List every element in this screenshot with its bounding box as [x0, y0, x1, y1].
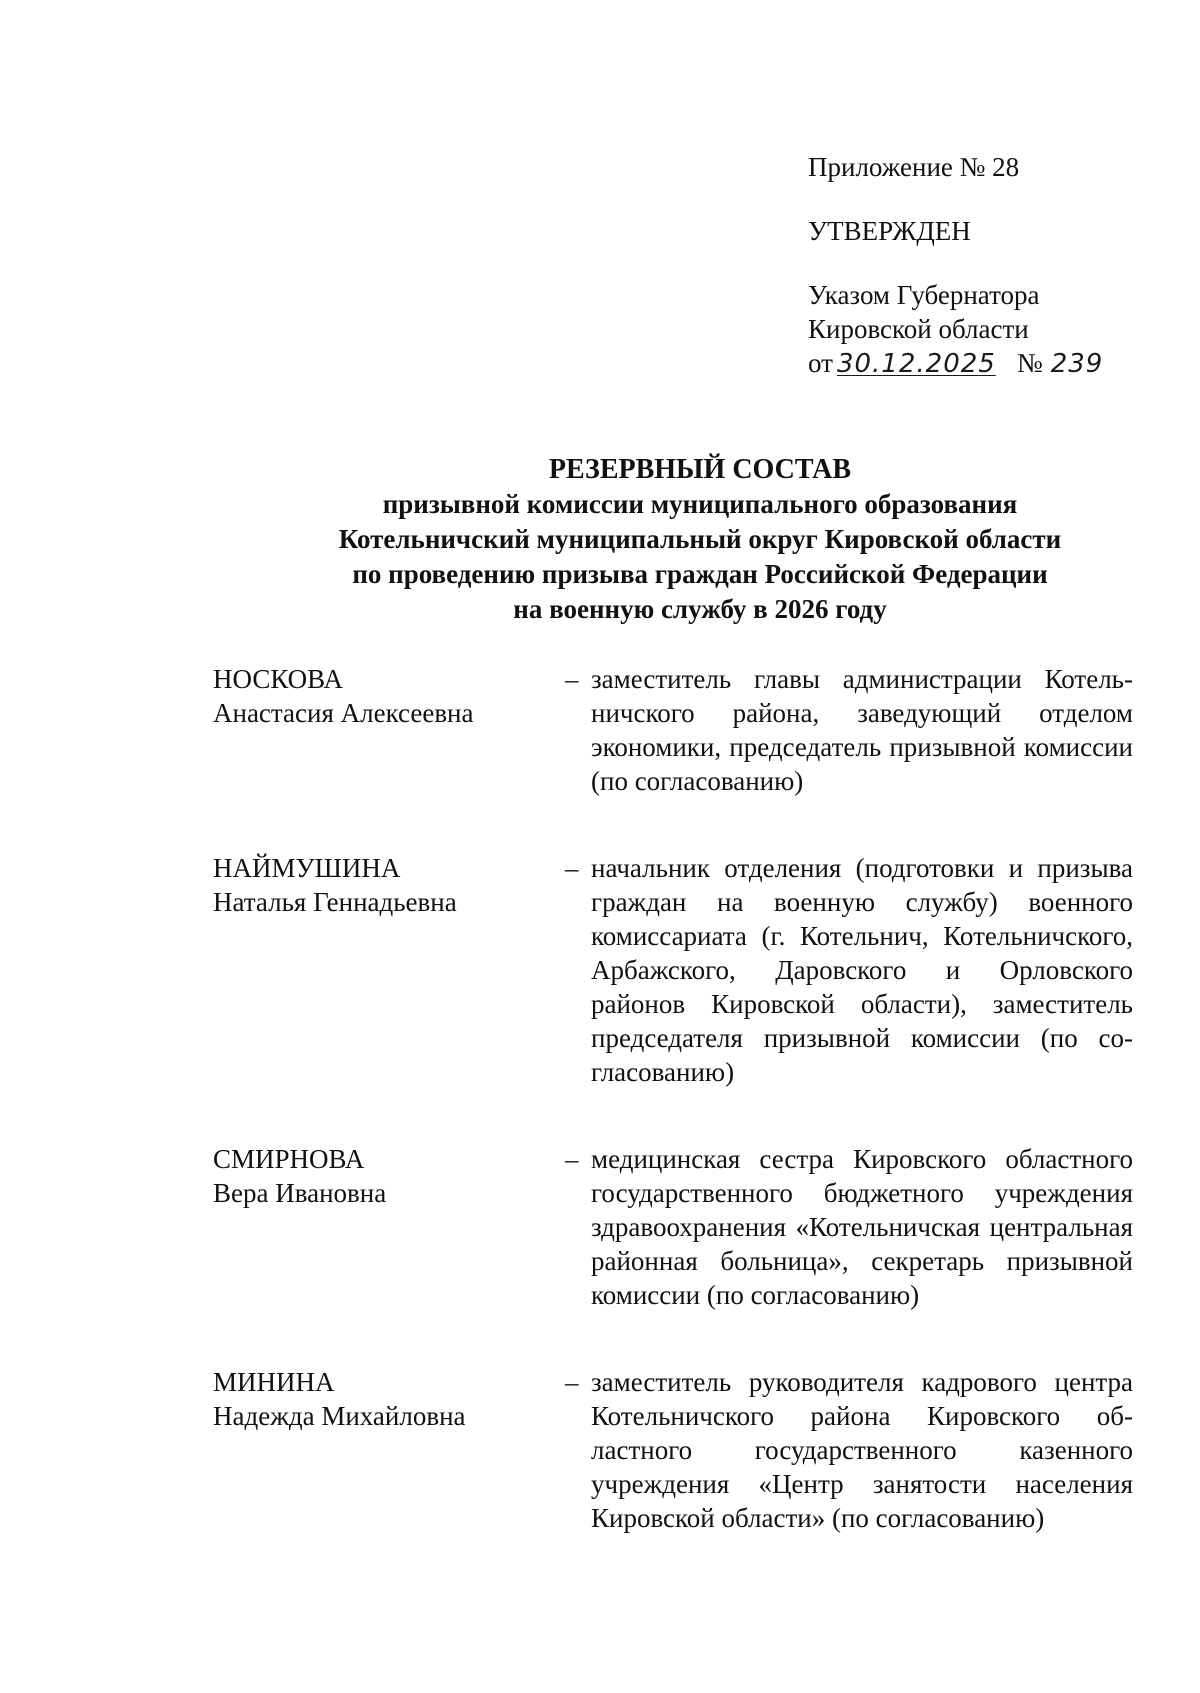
member-surname: НОСКОВА	[213, 664, 343, 694]
document-title	[200, 452, 1200, 627]
title-line-1: РЕЗЕРВНЫЙ СОСТАВ	[548, 454, 852, 485]
member-surname: МИНИНА	[213, 1367, 335, 1397]
member-role: медицинская сестра Кировского областного государственного бюджетного учреждения здравоохранения «Котельничская центральная районная больница», секретарь призывной комиссии (по согласованию)	[591, 1144, 1133, 1310]
member-surname: СМИРНОВА	[213, 1144, 365, 1174]
member-given-names: Анастасия Алексеевна	[213, 698, 474, 728]
member-dash: –	[565, 664, 579, 694]
member-name	[213, 851, 553, 1089]
member-role: начальник отделения (подготовки и призыва граждан на военную службу) военного комиссариата (г. Котельнич, Котельничского, Арбажского, Даровского и Орловского районов Кировской области), заместитель председателя призывной комиссии (по согласованию)	[591, 853, 1133, 1087]
decree-line-2: Кировской области	[808, 314, 1029, 344]
approved-stamp-text: УТВЕРЖДЕН	[808, 216, 971, 246]
member-entry	[213, 1142, 1133, 1312]
member-given-names: Наталья Геннадьевна	[213, 887, 457, 917]
decree-line-1: Указом Губернатора	[808, 280, 1040, 310]
member-name	[213, 662, 553, 798]
member-name	[213, 1142, 553, 1312]
member-dash: –	[565, 853, 579, 883]
title-line-2: призывной комиссии муниципального образования	[382, 489, 1018, 519]
number-label: №	[1016, 348, 1043, 378]
approval-block	[808, 150, 1148, 381]
member-entry	[213, 662, 1133, 798]
decree-date-line	[808, 346, 1148, 381]
member-given-names: Вера Ивановна	[213, 1178, 387, 1208]
member-dash: –	[565, 1144, 579, 1174]
members-list	[213, 662, 1133, 1588]
member-given-names: Надежда Михайловна	[213, 1401, 466, 1431]
member-role: заместитель главы администрации Котельничского района, заведующий отделом экономики, председатель призывной комиссии (по согласованию)	[591, 664, 1133, 796]
member-dash: –	[565, 1367, 579, 1397]
date-prefix: от	[808, 348, 833, 378]
member-role: заместитель руководителя кадрового центра Котельничского района Кировского областного государственного казенного учреждения «Центр занятости населения Кировской области» (по согласованию)	[591, 1367, 1133, 1533]
title-line-4: по проведению призыва граждан Российской Федерации	[352, 559, 1048, 589]
member-entry	[213, 1365, 1133, 1535]
handwritten-number: 239	[1050, 349, 1104, 379]
title-line-3: Котельничский муниципальный округ Кировской области	[338, 524, 1062, 554]
appendix-label: Приложение № 28	[808, 152, 1020, 182]
member-name	[213, 1365, 553, 1535]
title-line-5: на военную службу в 2026 году	[513, 594, 887, 624]
member-entry	[213, 851, 1133, 1089]
member-surname: НАЙМУШИНА	[213, 853, 401, 883]
handwritten-date: 30.12.2025	[836, 349, 996, 379]
